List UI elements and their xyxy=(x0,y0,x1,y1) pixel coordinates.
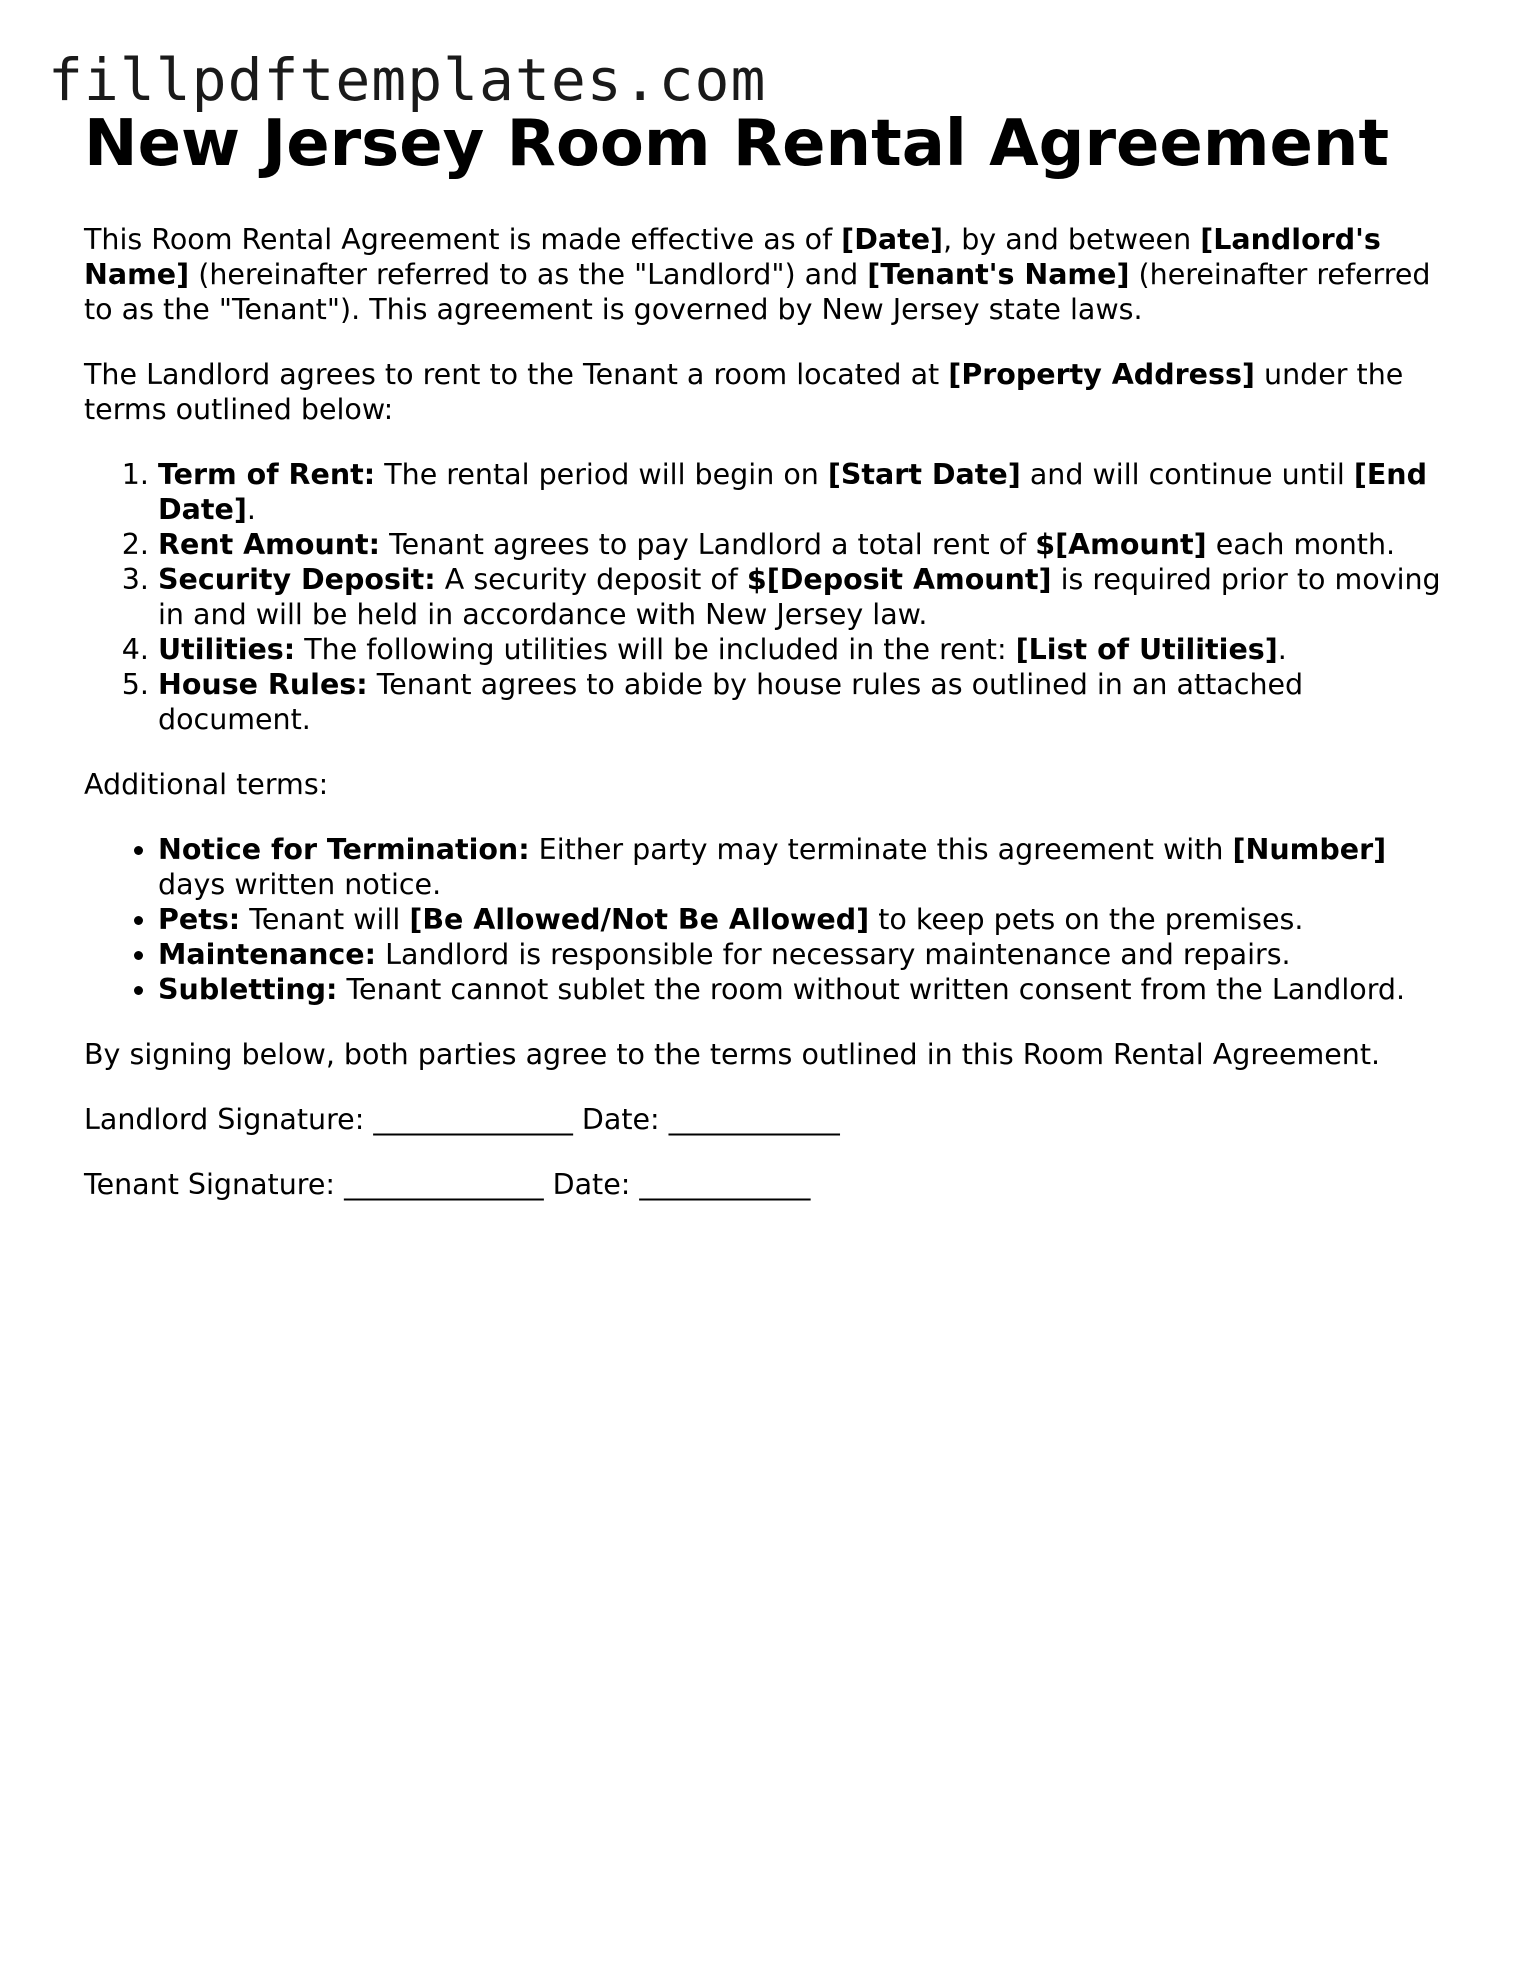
additional-term-text: Tenant cannot sublet the room without written consent from the Landlord. xyxy=(337,973,1406,1006)
term-label: House Rules: xyxy=(158,668,368,701)
term-label: Term of Rent: xyxy=(158,458,376,491)
term-text: A security deposit of xyxy=(435,563,747,596)
deposit-amount-placeholder: $[Deposit Amount] xyxy=(746,563,1052,596)
term-label: Utilities: xyxy=(158,633,296,666)
utilities-placeholder: [List of Utilities] xyxy=(1015,633,1278,666)
additional-term-label: Pets: xyxy=(158,903,241,936)
term-text: Tenant agrees to pay Landlord a total rent of xyxy=(380,528,1036,561)
additional-term-text: days written notice. xyxy=(158,868,442,901)
property-text: under the terms outlined below: xyxy=(84,358,1404,426)
landlord-signature-line[interactable]: Landlord Signature: ______________ Date: ____________ xyxy=(84,1103,840,1136)
additional-term-label: Notice for Termination: xyxy=(158,833,530,866)
term-text: and will continue until xyxy=(1020,458,1354,491)
intro-text: , by and between xyxy=(943,223,1201,256)
property-paragraph xyxy=(84,357,1454,427)
additional-term-item xyxy=(158,937,1454,972)
additional-term-text: Landlord is responsible for necessary maintenance and repairs. xyxy=(376,938,1291,971)
additional-term-text: Tenant will xyxy=(240,903,410,936)
amount-placeholder: $[Amount] xyxy=(1035,528,1207,561)
additional-term-item xyxy=(158,832,1454,902)
term-text: The following utilities will be included in the rent: xyxy=(295,633,1016,666)
term-item xyxy=(158,667,1454,737)
additional-terms-heading: Additional terms: xyxy=(84,768,329,801)
additional-term-text: to keep pets on the premises. xyxy=(869,903,1304,936)
term-text: is required prior to moving in and will be held in accordance with New Jersey law. xyxy=(158,563,1441,631)
property-text: The Landlord agrees to rent to the Tenant a room located at xyxy=(84,358,949,391)
term-text: . xyxy=(1277,633,1287,666)
intro-text: (hereinafter referred to as the "Landlord") and xyxy=(189,258,868,291)
term-text: each month. xyxy=(1206,528,1396,561)
terms-list xyxy=(84,457,1454,737)
property-address-placeholder: [Property Address] xyxy=(948,358,1255,391)
tenant-signature-line[interactable]: Tenant Signature: ______________ Date: ____________ xyxy=(84,1168,811,1201)
term-item xyxy=(158,562,1454,632)
term-item xyxy=(158,632,1454,667)
additional-term-label: Subletting: xyxy=(158,973,338,1006)
term-label: Security Deposit: xyxy=(158,563,436,596)
additional-terms-list xyxy=(84,832,1454,1007)
term-item xyxy=(158,457,1454,527)
term-label: Rent Amount: xyxy=(158,528,381,561)
document-page xyxy=(84,104,1454,1232)
additional-term-text: Either party may terminate this agreement with xyxy=(529,833,1233,866)
tenant-name-placeholder: [Tenant's Name] xyxy=(867,258,1130,291)
watermark: fillpdftemplates.com xyxy=(48,46,767,114)
start-date-placeholder: [Start Date] xyxy=(827,458,1021,491)
term-text: The rental period will begin on xyxy=(375,458,828,491)
term-item xyxy=(158,527,1454,562)
closing-paragraph: By signing below, both parties agree to the terms outlined in this Room Rental Agreement. xyxy=(84,1038,1381,1071)
intro-paragraph xyxy=(84,222,1454,327)
landlord-name-placeholder: [Landlord's Name] xyxy=(84,223,1381,291)
number-placeholder: [Number] xyxy=(1232,833,1387,866)
term-text: . xyxy=(246,493,256,526)
end-date-placeholder: [End Date] xyxy=(158,458,1427,526)
intro-text: (hereinafter referred to as the "Tenant"). This agreement is governed by New Jersey state laws. xyxy=(84,258,1431,326)
additional-term-item xyxy=(158,972,1454,1007)
additional-term-item xyxy=(158,902,1454,937)
date-placeholder: [Date] xyxy=(841,223,944,256)
additional-term-label: Maintenance: xyxy=(158,938,377,971)
term-text: Tenant agrees to abide by house rules as outlined in an attached document. xyxy=(158,668,1304,736)
document-title: New Jersey Room Rental Agreement xyxy=(84,107,1390,181)
intro-text: This Room Rental Agreement is made effective as of xyxy=(84,223,842,256)
pets-allowed-placeholder: [Be Allowed/Not Be Allowed] xyxy=(409,903,870,936)
